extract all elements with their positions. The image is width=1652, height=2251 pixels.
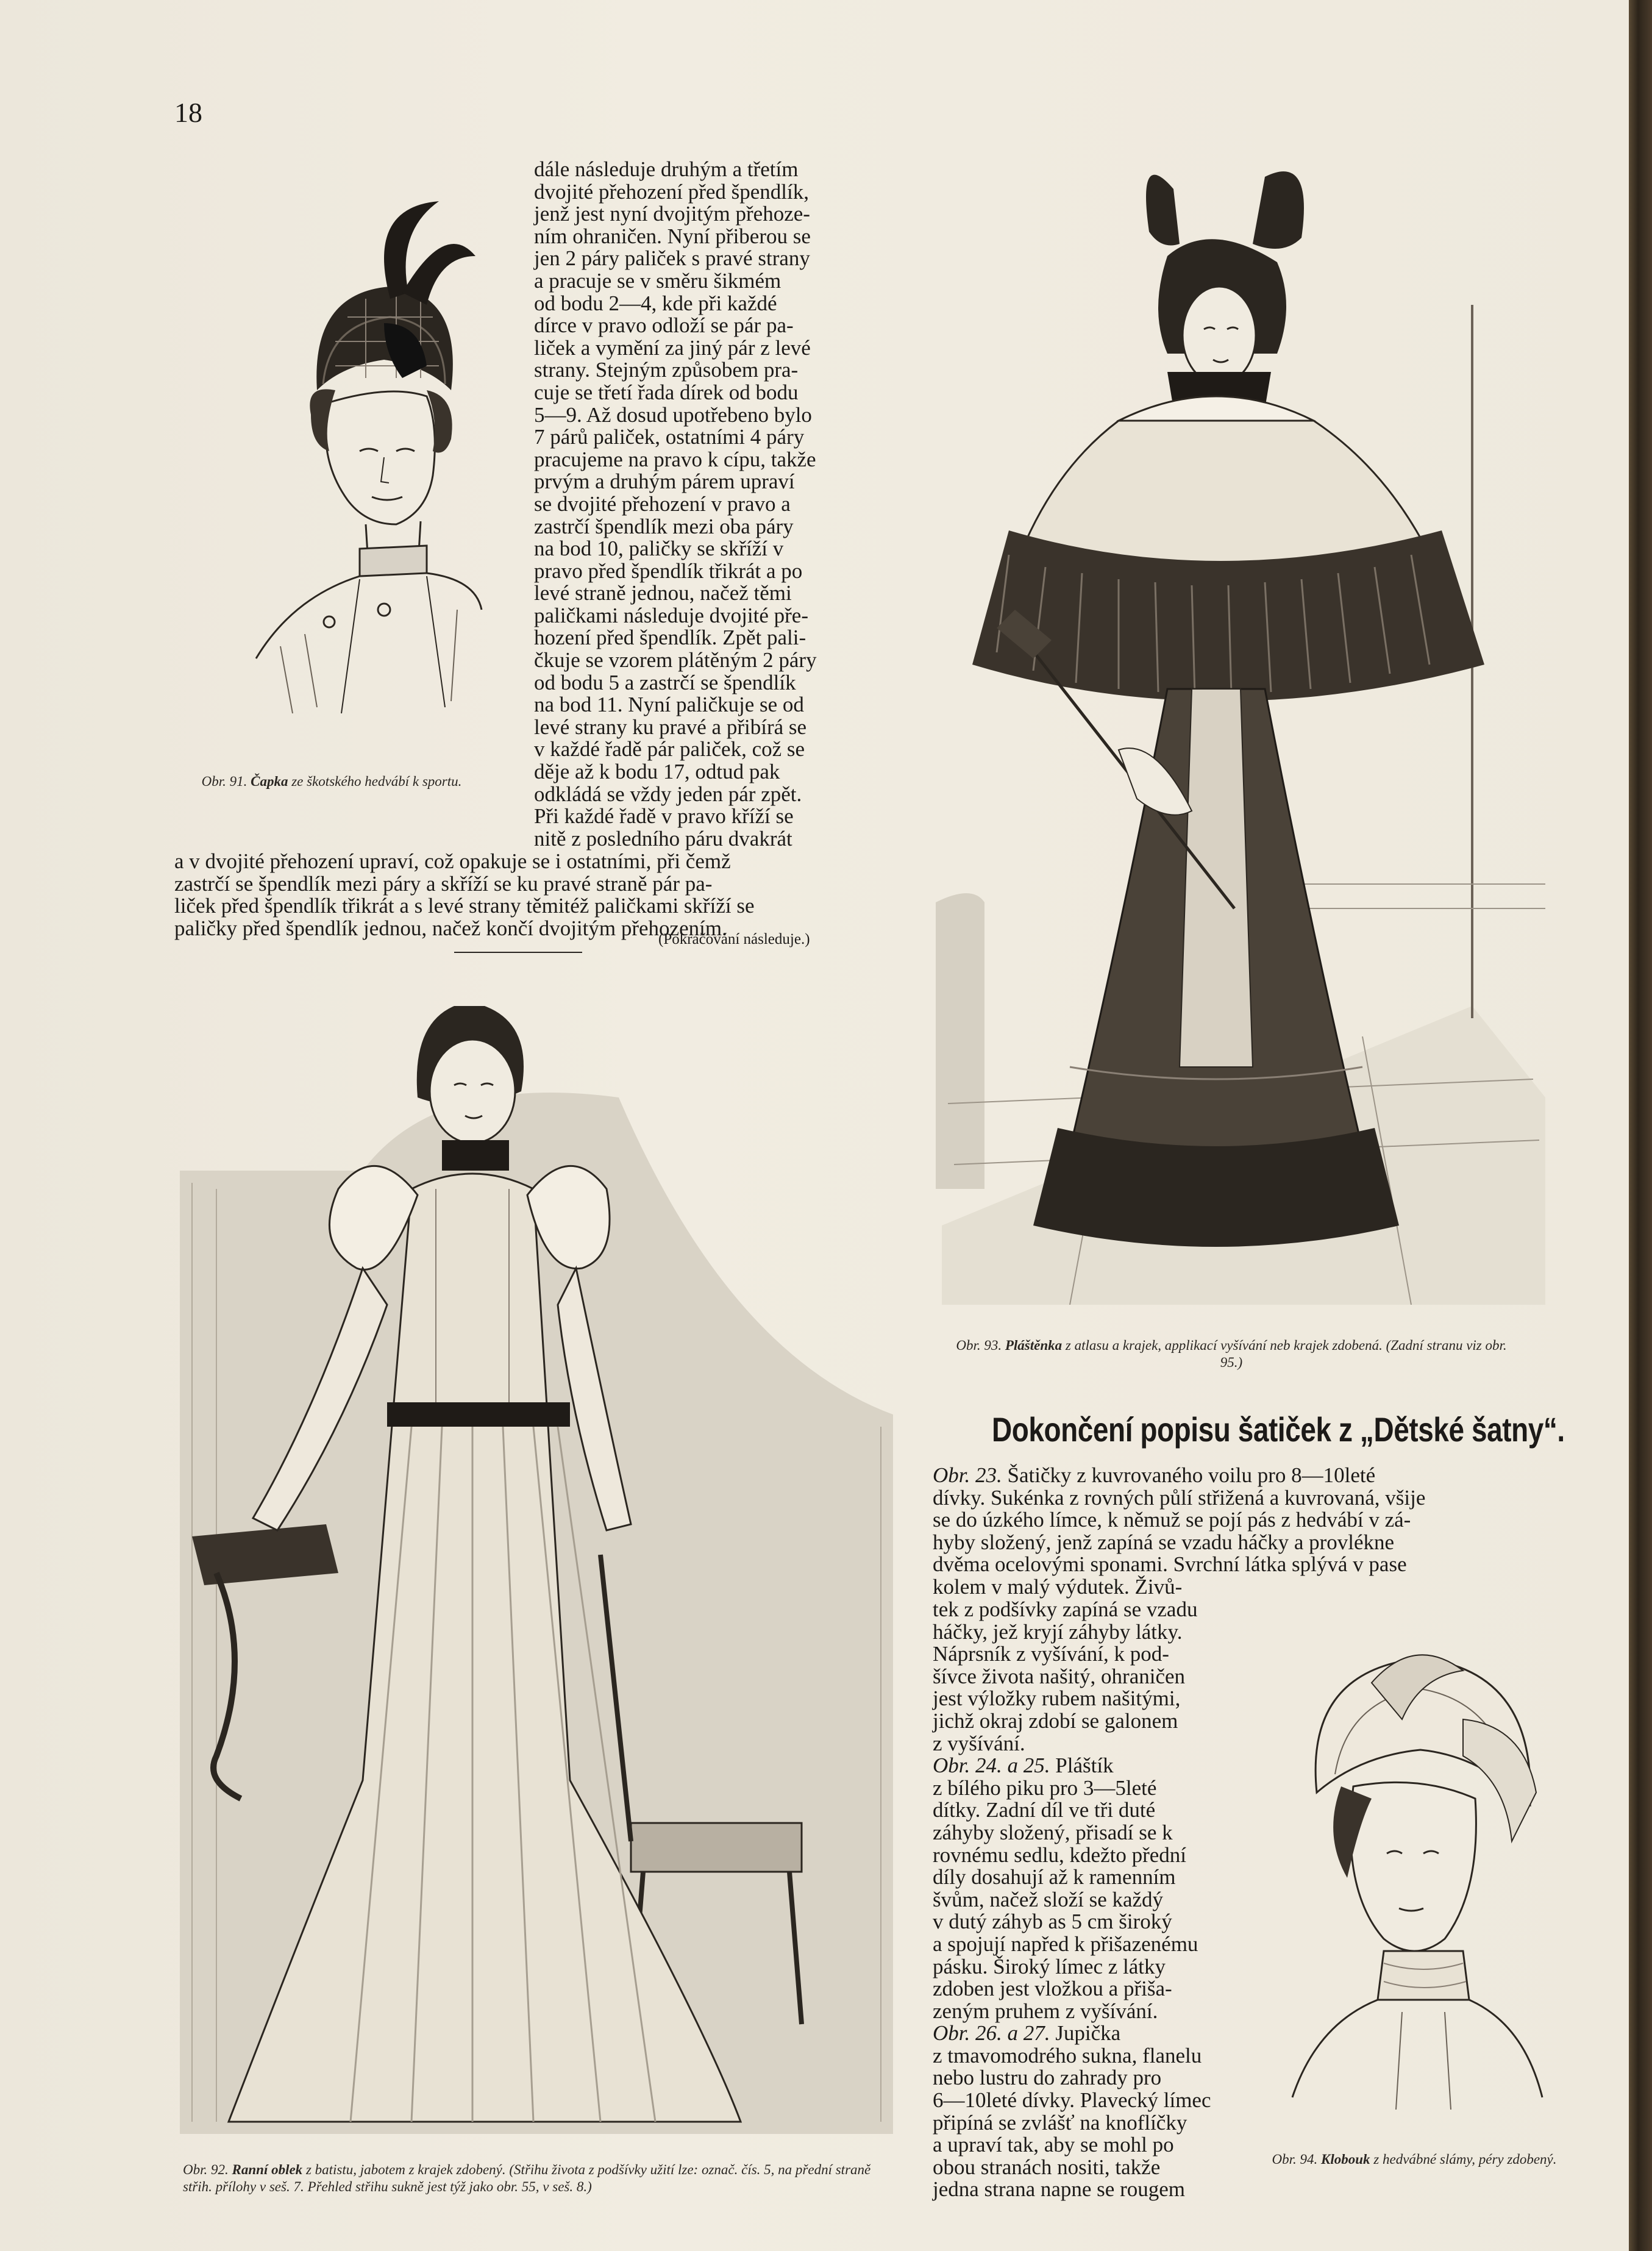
- text-line: od bodu 5 a zastrčí se špendlík: [534, 670, 796, 694]
- text-line: cuje se třetí řada dírek od bodu: [534, 380, 799, 404]
- figure-93-caption: Obr. 93. Pláštěnka z atlasu a krajek, applikací vyšívání neb krajek zdobená. (Zadní stranu viz obr. 95.): [956, 1338, 1507, 1370]
- figure-94-caption: Obr. 94. Klobouk z hedvábné slámy, péry zdobený.: [1272, 2152, 1557, 2167]
- hat-engraving-image: [1280, 1634, 1548, 2122]
- figure-93-cape-illustration: [936, 152, 1545, 1305]
- text-line: se do úzkého límce, k němuž se pojí pás z hedvábí v zá-: [933, 1508, 1411, 1532]
- text-line: liček před špendlík třikrát a s levé strany těmitéž paličkami skříží se: [174, 894, 755, 918]
- text-line: rovnému sedlu, kdežto přední: [933, 1843, 1187, 1867]
- text-line: Při každé řadě v pravo kříží se: [534, 804, 794, 829]
- text-line: šívce života našitý, ohraničen: [933, 1664, 1186, 1688]
- text-line: zastrčí se špendlík mezi páry a skříží se ku pravé straně pár pa-: [174, 871, 713, 896]
- figure-92-caption: Obr. 92. Ranní oblek z batistu, jabotem z krajek zdobený. (Střihu života z podšívky užití lze: označ. čís. 5, na přední straně střih. přílohy v seš. 7. Přehled střihu sukně jest týž jako obr. 55, v seš. 8.): [183, 2162, 871, 2194]
- text-line: Obr. 23. Šatičky z kuvrovaného voilu pro 8—10leté: [933, 1463, 1376, 1487]
- text-line: čkuje se vzorem plátěným 2 páry: [534, 648, 817, 672]
- article-narrow-text: [933, 1599, 1244, 2201]
- text-line: díly dosahují až k ramenním: [933, 1865, 1176, 1889]
- text-line: Obr. 26. a 27. Jupička: [933, 2021, 1121, 2046]
- figure-91-cap-illustration: [244, 183, 488, 732]
- text-line: liček a vymění za jiný pár z levé: [534, 335, 811, 360]
- text-line: hyby složený, jenž zapíná se vzadu háčky a provlékne: [933, 1530, 1395, 1554]
- book-spine: [1629, 0, 1652, 2251]
- text-line: 5—9. Až dosud upotřebeno bylo: [534, 402, 812, 427]
- text-line: jenž jest nyní dvojitým přehoze-: [534, 202, 810, 226]
- text-line: Náprsník z vyšívání, k pod-: [933, 1642, 1169, 1666]
- text-line: dvěma ocelovými sponami. Svrchní látka splývá v pase: [933, 1552, 1407, 1577]
- text-line: jichž okraj zdobí se galonem: [933, 1708, 1178, 1733]
- article-wide-text: [933, 1464, 1503, 1599]
- text-line: dvojité přehození před špendlík,: [534, 179, 809, 204]
- text-line: kolem v malý výdutek. Živů-: [933, 1574, 1183, 1599]
- text-line: ním ohraničen. Nyní přiberou se: [534, 224, 811, 248]
- cap-engraving-image: [244, 183, 488, 732]
- text-line: strany. Stejným způsobem pra-: [534, 358, 799, 382]
- text-line: levé straně jednou, načež těmi: [534, 581, 792, 605]
- top-article-column: [534, 159, 863, 850]
- text-line: pravo před špendlík třikrát a po: [534, 558, 803, 583]
- text-line: a v dvojité přehození upraví, což opakuje se i ostatními, při čemž: [174, 849, 731, 873]
- text-line: děje až k bodu 17, odtud pak: [534, 760, 780, 784]
- page-number: 18: [174, 97, 202, 128]
- text-line: švům, načež složí se každý: [933, 1887, 1164, 1911]
- divider-rule: [454, 952, 582, 953]
- text-line: se dvojité přehození v pravo a: [534, 491, 791, 516]
- text-line: paličkami následuje dvojité pře-: [534, 603, 808, 627]
- text-line: hození před špendlík. Zpět pali-: [534, 626, 806, 650]
- text-line: dírce v pravo odloží se pár pa-: [534, 313, 794, 338]
- text-line: levé strany ku pravé a přibírá se: [534, 715, 807, 739]
- text-line: z bílého piku pro 3—5leté: [933, 1775, 1157, 1800]
- text-line: háčky, jež kryjí záhyby látky.: [933, 1619, 1183, 1644]
- text-line: v dutý záhyb as 5 cm široký: [933, 1910, 1172, 1934]
- top-article-wide: [174, 851, 863, 940]
- text-line: obou stranách nositi, takže: [933, 2155, 1161, 2179]
- text-line: a spojují napřed k přišazenému: [933, 1932, 1198, 1956]
- text-line: Obr. 24. a 25. Pláštík: [933, 1753, 1114, 1778]
- text-line: zastrčí špendlík mezi oba páry: [534, 514, 794, 538]
- text-line: z vyšívání.: [933, 1731, 1025, 1755]
- text-line: tek z podšívky zapíná se vzadu: [933, 1597, 1198, 1621]
- text-line: jest výložky rubem našitými,: [933, 1686, 1181, 1711]
- text-line: v každé řadě pár paliček, což se: [534, 737, 805, 762]
- text-line: pracujeme na pravo k cípu, takže: [534, 447, 816, 471]
- text-line: 6—10leté dívky. Plavecký límec: [933, 2088, 1211, 2113]
- figure-91-caption: Obr. 91. Čapka ze škotského hedvábí k sportu.: [201, 774, 462, 789]
- article-heading: Dokončení popisu šatiček z „Dětské šatny“.: [992, 1410, 1565, 1449]
- text-line: 7 párů paliček, ostatními 4 páry: [534, 425, 805, 449]
- text-line: nitě z posledního páru dvakrát: [534, 826, 792, 851]
- dress-engraving-image: [180, 988, 893, 2134]
- text-line: dále následuje druhým a třetím: [534, 157, 799, 181]
- text-line: odkládá se vždy jeden pár zpět.: [534, 782, 802, 806]
- text-line: z tmavomodrého sukna, flanelu: [933, 2043, 1202, 2067]
- text-line: zdoben jest vložkou a přiša-: [933, 1977, 1172, 2001]
- text-line: prvým a druhým párem upraví: [534, 469, 795, 494]
- text-line: jedna strana napne se rougem: [933, 2177, 1186, 2202]
- text-line: záhyby složený, přisadí se k: [933, 1820, 1173, 1844]
- text-line: pásku. Široký límec z látky: [933, 1954, 1166, 1978]
- text-line: připíná se zvlášť na knoflíčky: [933, 2110, 1187, 2135]
- text-line: dívky. Sukénka z rovných půlí střižená a kuvrovaná, všije: [933, 1485, 1426, 1510]
- text-line: paličky před špendlík jednou, načež končí dvojitým přehozením.: [174, 916, 727, 940]
- figure-92-dress-illustration: [180, 988, 893, 2134]
- cape-engraving-image: [936, 152, 1545, 1305]
- text-line: dítky. Zadní díl ve tři duté: [933, 1798, 1156, 1822]
- text-line: na bod 11. Nyní paličkuje se od: [534, 693, 804, 717]
- continued-note: (Pokračování následuje.): [658, 931, 810, 947]
- text-line: nebo lustru do zahrady pro: [933, 2066, 1162, 2090]
- text-line: na bod 10, paličky se skříží v: [534, 537, 784, 561]
- text-line: a upraví tak, aby se mohl po: [933, 2133, 1174, 2157]
- figure-94-hat-illustration: [1280, 1634, 1548, 2122]
- text-line: od bodu 2—4, kde při každé: [534, 291, 777, 315]
- text-line: jen 2 páry paliček s pravé strany: [534, 246, 810, 271]
- text-line: a pracuje se v směru šikmém: [534, 268, 781, 293]
- text-line: zeným pruhem z vyšívání.: [933, 1999, 1158, 2023]
